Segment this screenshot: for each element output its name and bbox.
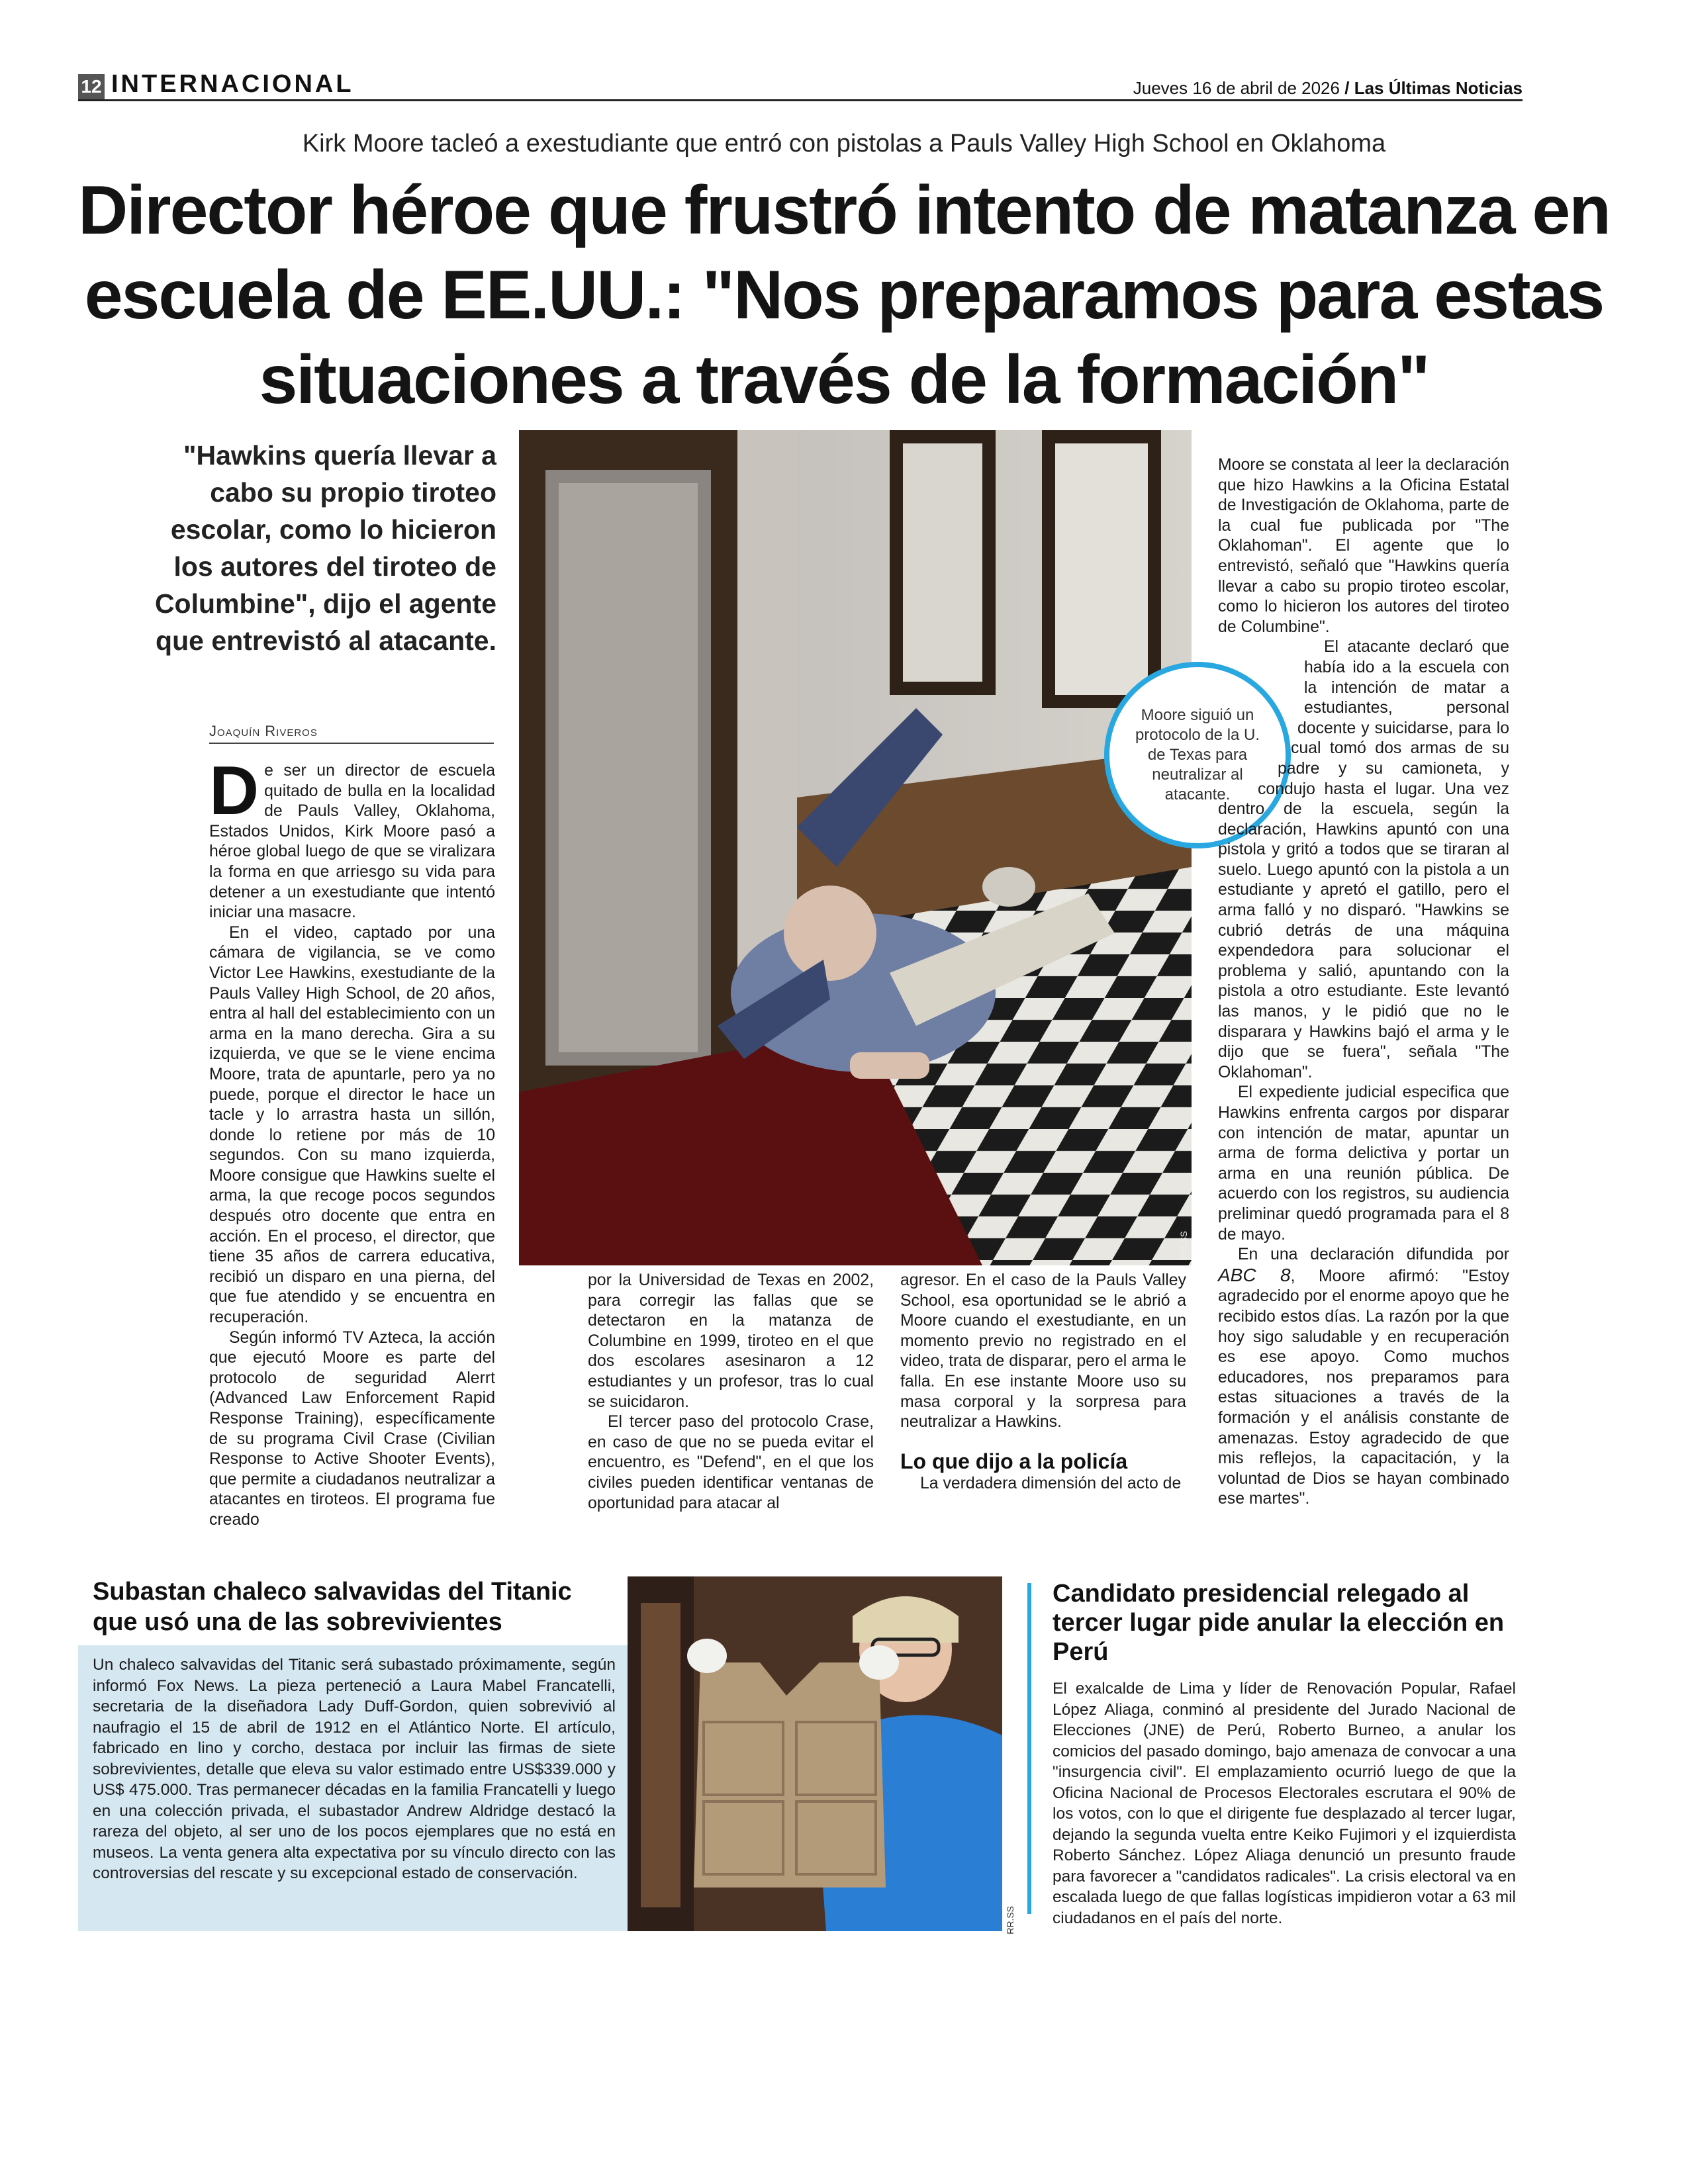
source-name: ABC 8 [1218, 1264, 1291, 1285]
paragraph: El tercer paso del protocolo Crase, en caso de que no se pueda evitar el encuentro, es "Defend", en el que los civiles pueden identificar ventanas de oportunidad para atacar al [588, 1413, 874, 1512]
paragraph: por la Universidad de Texas en 2002, para corregir las fallas que se detectaron en la matanza de Columbine en 1999, tiroteo en el que dos escolares asesinaron a 12 estudiantes y un profesor, tras lo cual se suicidaron. [588, 1271, 874, 1411]
titanic-photo-credit: RR.SS [1005, 1906, 1015, 1934]
paragraph: De ser un director de escuela quitado de bulla en la localidad de Pauls Valley, Oklahoma, Estados Unidos, Kirk Moore pasó a héroe global luego de que se viralizara la forma en que arriesgo su vida para detener a un exestudiante que intentó iniciar una masacre. [209, 752, 495, 922]
issue-date: Jueves 16 de abril de 2026 [1133, 78, 1340, 98]
titanic-headline: Subastan chaleco salvavidas del Titanic que usó una de las sobrevivientes [93, 1578, 572, 1636]
header-rule [78, 99, 1523, 101]
headline-line-2: escuela de EE.UU.: "Nos preparamos para estas [84, 257, 1604, 334]
article-kicker: Kirk Moore tacleó a exestudiante que entró con pistolas a Pauls Valley High School en Oklahoma [302, 130, 1386, 158]
headline-line-1: Director héroe que frustró intento de matanza en [78, 172, 1610, 249]
byline-rule [209, 743, 494, 744]
paragraph: Según informó TV Azteca, la acción que ejecutó Moore es parte del protocolo de seguridad Alerrt (Advanced Law Enforcement Rapid Response Training), específicamente de su programa Civil Crase (Civilian Response to Active Shooter Events), que permite a ciudadanos neutralizar a atacantes en tiroteos. El programa fue creado [209, 1328, 495, 1529]
pull-quote: "Hawkins quería llevar a cabo su propio tiroteo escolar, como lo hicieron los autores del tiroteo de Columbine", dijo el agente que entrevistó al atacante. [154, 440, 496, 656]
drop-cap: D [209, 752, 259, 829]
article-column-4 [1218, 455, 1509, 1510]
page-number: 12 [78, 74, 105, 99]
peru-body: El exalcalde de Lima y líder de Renovación Popular, Rafael López Aliaga, conminó al presidente del Jurado Nacional de Elecciones (JNE) de Perú, Roberto Burneo, a anular los comicios del pasado domingo, bajo amenaza de convocar a una "insurgencia civil". El emplazamiento ocurrió luego de que la Oficina Nacional de Procesos Electorales escrutara el 90% de los votos, con lo que el dirigente fue desplazado al tercer lugar, dejando la segunda vuelta entre Keiko Fujimori y el izquierdista Roberto Sánchez. López Aliaga denunció un presunto fraude para favorecer a "candidatos radicales". La crisis electoral va en escalada luego de que fallas logísticas impidieron votar a 63 mil ciudadanos en el país del norte. [1053, 1680, 1516, 1927]
callout-text: Moore siguió un protocolo de la U. de Texas para neutralizar al atacante. [1135, 706, 1260, 803]
paragraph: La verdadera dimensión del acto de [920, 1475, 1182, 1493]
paragraph: En una declaración difundida por ABC 8, Moore afirmó: "Estoy agradecido por el enorme apoyo que he recibido estos días. La razón por la que hoy sigo saludable y en recuperación es ese apoyo. Como muchos educadores, nos preparamos para estas situaciones a través de la formación y el análisis constante de amenazas. Estoy agradecido de que mis reflejos, la capacitación, y la voluntad de Dios se hayan combinado ese martes". [1218, 1246, 1509, 1508]
byline: Joaquín Riveros [209, 723, 318, 739]
section-title: INTERNACIONAL [111, 70, 354, 98]
photo-credit: RR.SS [1178, 1231, 1189, 1259]
peru-headline: Candidato presidencial relegado al tercer lugar pide anular la elección en Perú [1053, 1580, 1505, 1666]
paragraph: Moore se constata al leer la declaración que hizo Hawkins a la Oficina Estatal de Investigación de Oklahoma, parte de la cual fue publicada por "The Oklahoman". El agente que lo entrevistó, señaló que "Hawkins quería llevar a cabo su propio tiroteo escolar, como lo hicieron los autores del tiroteo de Columbine". [1218, 456, 1509, 636]
paragraph: En el video, captado por una cámara de vigilancia, se ve como Victor Lee Hawkins, exestudiante de la Pauls Valley High School, de 20 años, entra al hall del establecimiento con un arma en la mano derecha. Gira a su izquierda, ve que se le viene encima Moore, trata de apuntarle, pero ya no puede, porque el director le hace un tacle y lo arrastra hasta un sillón, donde lo retiene por más de 10 segundos. Con su mano izquierda, Moore consigue que Hawkins suelte el arma, la que recoge pocos segundos después otro docente que entra en acción. En el proceso, el director, que tiene 35 años de carrera educativa, recibió un disparo en una pierna, del que fue atendido y se encuentra en recuperación. [209, 923, 495, 1327]
titanic-lifejacket-photo [628, 1576, 1002, 1931]
titanic-body: Un chaleco salvavidas del Titanic será subastado próximamente, según informó Fox News. La pieza perteneció a Laura Mabel Francatelli, secretaria de la diseñadora Lady Duff-Gordon, quien sobrevivió al naufragio el 15 de abril de 1912 en el Atlántico Norte. El artículo, fabricado en lino y corcho, destaca por incluir las firmas de siete sobrevivientes, detalle que eleva su valor estimado entre US$339.000 y US$ 475.000. Tras permanecer décadas en la familia Francatelli y luego en una colección privada, el subastador Andrew Aldridge destacó la rareza del objeto, al ser uno de los pocos ejemplares que no está en museos. La venta genera alta expectativa por su vínculo directo con las controversias del rescate y su excepcional estado de conservación. [93, 1656, 616, 1882]
subheading: Lo que dijo a la policía [900, 1449, 1128, 1473]
article-column-3 [900, 1271, 1186, 1494]
paragraph: agresor. En el caso de la Pauls Valley School, esa oportunidad se le abrió a Moore cuando el exestudiante, en un momento previo no registrado en el video, trata de disparar, pero el arma le falla. En ese instante Moore uso su masa corporal y la sorpresa para neutralizar a Hawkins. [900, 1271, 1186, 1432]
article-column-1 [209, 752, 495, 1531]
paragraph: El atacante declaró que había ido a la escuela con la intención de matar a estudiantes, personal docente y suicidarse, para lo cual tomó dos armas de su padre y su camioneta, y condujo hasta el lugar. Una vez dentro de la escuela, según la declaración, Hawkins apuntó con una pistola y gritó a todos que se tiraran al suelo. Luego apuntó con la pistola a un estudiante y apretó el gatillo, pero el arma falló y no disparó. "Hawkins se cubrió detrás de una máquina expendedora para solucionar el problema y salió, apuntando con la pistola a otro estudiante. Este levantó las manos, y le pidió que no le disparara y Hawkins bajó el arma y le dijo que se fuera", señala "The Oklahoman". [1218, 638, 1509, 1081]
surveillance-photo [519, 430, 1192, 1265]
paragraph: El expediente judicial especifica que Hawkins enfrenta cargos por disparar con intención de matar, apuntar un arma de forma delictiva y portar un arma en una reunión pública. De acuerdo con los registros, su audiencia preliminar quedó programada para el 8 de mayo. [1218, 1083, 1509, 1244]
publication-name: Las Últimas Noticias [1354, 78, 1523, 98]
headline-line-3: situaciones a través de la formación" [259, 341, 1429, 418]
article-column-2 [588, 1271, 874, 1514]
dateline [1133, 78, 1523, 99]
dateline-separator: / [1344, 78, 1350, 98]
article-headline [53, 168, 1635, 422]
peru-accent-bar [1027, 1583, 1031, 1914]
